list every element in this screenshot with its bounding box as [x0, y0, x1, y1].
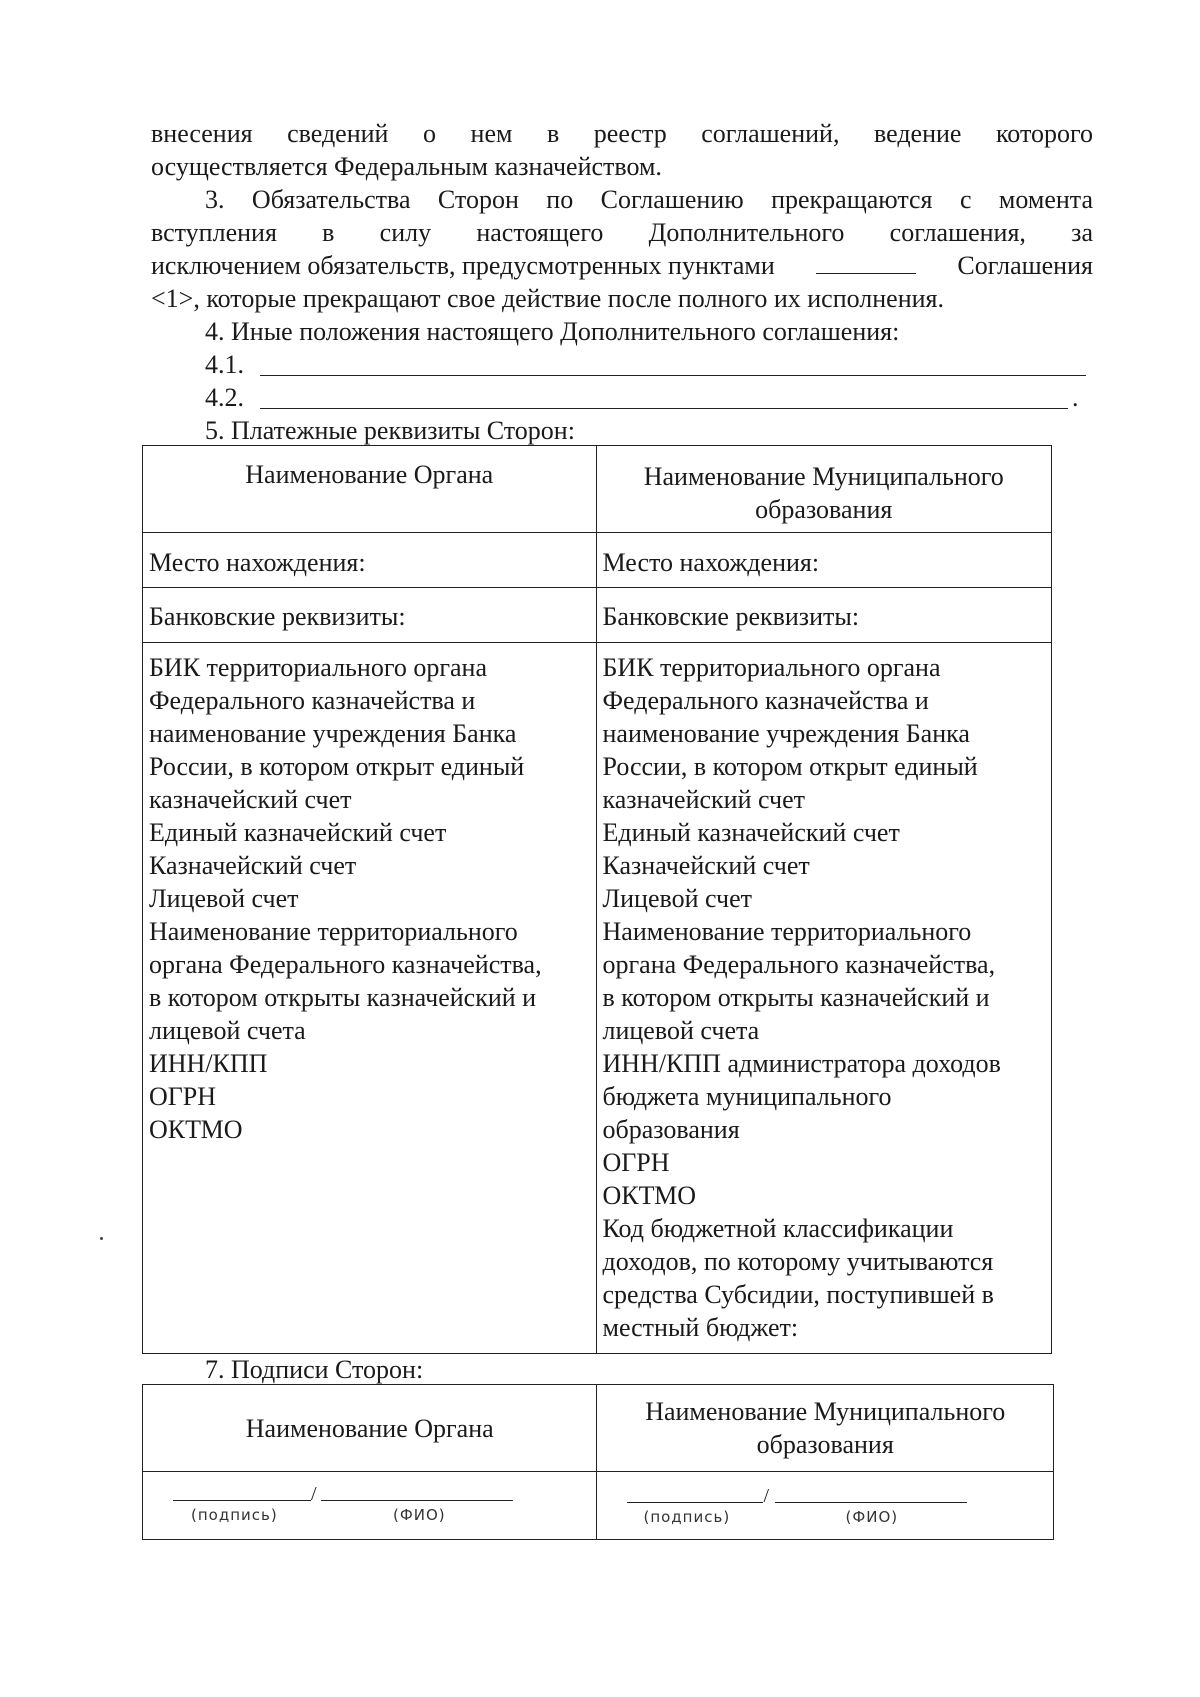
left-detail-line: органа Федерального казначейства, — [149, 950, 542, 979]
signature-caption-right: (подпись) — [643, 1508, 731, 1526]
right-detail-line: в котором открыты казначейский и — [602, 983, 990, 1012]
left-detail-line: в котором открыты казначейский и — [149, 983, 537, 1012]
clause4-item-2-end: . — [1072, 383, 1079, 412]
right-detail-line: доходов, по которому учитываются — [602, 1247, 994, 1276]
right-detail-line: Казначейский счет — [602, 851, 810, 880]
right-detail-line: лицевой счета — [602, 1016, 760, 1045]
right-detail-line: ОГРН — [602, 1148, 670, 1177]
clause3-line-2: вступления в силу настоящего Дополнительного соглашения, за — [151, 218, 1093, 247]
left-detail-line: Федерального казначейства и — [149, 686, 476, 715]
clause3-line-3 — [151, 249, 1093, 282]
signatures-header-right-line-2: образования — [756, 1430, 894, 1459]
right-detail-line: России, в котором открыт единый — [602, 752, 978, 781]
payment-header-left — [143, 446, 597, 533]
signature-cell-left — [143, 1472, 597, 1540]
left-detail-line: лицевой счета — [149, 1016, 306, 1045]
signatures-header-right — [597, 1385, 1054, 1472]
bank-left: Банковские реквизиты: — [143, 588, 597, 643]
details-left-list — [149, 651, 590, 1146]
details-left — [143, 643, 597, 1354]
clause4-item-1-blank — [260, 375, 1086, 376]
slash-right: / — [763, 1485, 770, 1507]
bank-row — [143, 588, 1052, 643]
right-detail-line: ИНН/КПП администратора доходов — [602, 1049, 1001, 1078]
payment-header-left-text: Наименование Органа — [245, 460, 494, 489]
left-detail-line: Единый казначейский счет — [149, 818, 447, 847]
signatures-header-left — [143, 1385, 597, 1472]
signature-line-left — [173, 1500, 311, 1501]
clause3-line-1: 3. Обязательства Сторон по Соглашению прекращаются с момента — [205, 185, 1093, 214]
slash-left: / — [311, 1483, 317, 1505]
location-right: Место нахождения: — [596, 533, 1052, 588]
left-detail-line: казначейский счет — [149, 785, 352, 814]
scan-speck — [100, 1237, 103, 1240]
details-right-list — [603, 651, 1046, 1344]
payment-header-right — [596, 446, 1052, 533]
intro-line-2: осуществляется Федеральным казначейством. — [151, 152, 662, 181]
right-detail-line: Код бюджетной классификации — [602, 1214, 954, 1243]
right-detail-line: Федерального казначейства и — [602, 686, 929, 715]
right-detail-line: БИК территориального органа — [602, 653, 941, 682]
left-detail-line: России, в котором открыт единый — [149, 752, 525, 781]
details-row — [143, 643, 1052, 1354]
clause4-item-2-label: 4.2. — [205, 383, 244, 412]
signatures-header-left-text: Наименование Органа — [245, 1413, 494, 1443]
right-detail-line: Наименование территориального — [602, 917, 972, 946]
payment-header-right-line-1: Наименование Муниципального — [643, 462, 1004, 491]
right-detail-line: Единый казначейский счет — [602, 818, 900, 847]
clause4-title: 4. Иные положения настоящего Дополнительного соглашения: — [205, 317, 900, 346]
payment-header-row — [143, 446, 1052, 533]
signature-caption-left: (подпись) — [191, 1506, 278, 1524]
points-blank — [816, 251, 916, 274]
left-detail-line: БИК территориального органа — [149, 653, 487, 682]
right-detail-line: образования — [602, 1115, 740, 1144]
right-detail-line: бюджета муниципального — [602, 1082, 892, 1111]
location-row — [143, 533, 1052, 588]
payment-details-table — [142, 445, 1052, 1354]
right-detail-line: казначейский счет — [602, 785, 805, 814]
clause3-line-4: <1>, которые прекращают свое действие после полного их исполнения. — [151, 284, 945, 313]
bank-right: Банковские реквизиты: — [596, 588, 1052, 643]
right-detail-line: органа Федерального казначейства, — [602, 950, 996, 979]
signature-line-right — [627, 1502, 763, 1503]
signatures-header-right-line-1: Наименование Муниципального — [645, 1397, 1006, 1426]
clause5-title: 5. Платежные реквизиты Сторон: — [205, 416, 575, 445]
clause7-title: 7. Подписи Сторон: — [205, 1355, 424, 1384]
signatures-table — [142, 1384, 1054, 1540]
name-caption-right: (ФИО) — [845, 1508, 899, 1526]
right-detail-line: местный бюджет: — [602, 1313, 799, 1342]
right-detail-line: наименование учреждения Банка — [602, 719, 970, 748]
location-left: Место нахождения: — [143, 533, 597, 588]
intro-line-1: внесения сведений о нем в реестр соглашений, ведение которого — [151, 119, 1093, 148]
left-detail-line: ОГРН — [149, 1082, 217, 1111]
name-line-right — [775, 1502, 967, 1503]
clause3-line-3-end: Соглашения — [957, 251, 1093, 280]
right-detail-line: Лицевой счет — [602, 884, 753, 913]
right-detail-line: ОКТМО — [602, 1181, 697, 1210]
left-detail-line: Наименование территориального — [149, 917, 518, 946]
left-detail-line: ИНН/КПП — [149, 1049, 268, 1078]
clause4-item-1-label: 4.1. — [205, 350, 244, 379]
clause3-line-3-start: исключением обязательств, предусмотренных пунктами — [151, 251, 775, 280]
signatures-header-row — [143, 1385, 1054, 1472]
signature-cell-right — [597, 1472, 1054, 1540]
left-detail-line: наименование учреждения Банка — [149, 719, 517, 748]
left-detail-line: Лицевой счет — [149, 884, 299, 913]
payment-header-right-line-2: образования — [755, 495, 893, 524]
clause4-item-2-blank — [260, 408, 1068, 409]
right-detail-line: средства Субсидии, поступившей в — [602, 1280, 994, 1309]
name-caption-left: (ФИО) — [393, 1506, 446, 1524]
left-detail-line: ОКТМО — [149, 1115, 243, 1144]
name-line-left — [321, 1500, 513, 1501]
left-detail-line: Казначейский счет — [149, 851, 357, 880]
details-right — [596, 643, 1052, 1354]
signatures-row — [143, 1472, 1054, 1540]
